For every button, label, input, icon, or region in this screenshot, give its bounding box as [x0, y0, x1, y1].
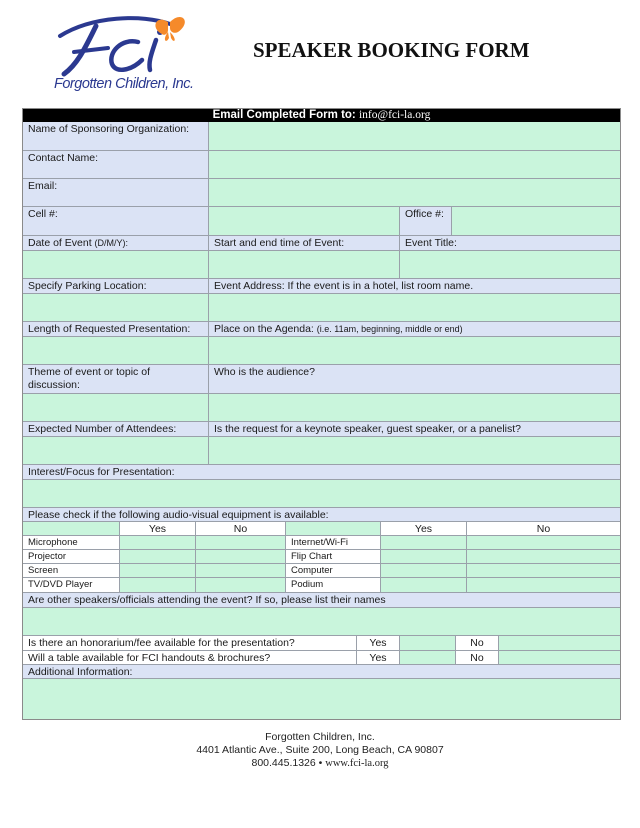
- date-input[interactable]: [23, 251, 209, 279]
- theme-input[interactable]: [23, 394, 209, 422]
- date-label: [23, 236, 209, 251]
- page-title: SPEAKER BOOKING FORM: [253, 38, 530, 62]
- attendees-input[interactable]: [23, 437, 209, 465]
- length-label: Length of Requested Presentation:: [23, 322, 209, 337]
- honorarium-label: Is there an honorarium/fee available for the presentation?: [23, 636, 357, 651]
- av-projector-no[interactable]: [196, 550, 286, 564]
- av-screen-no[interactable]: [196, 564, 286, 578]
- av-item-microphone: Microphone: [23, 536, 120, 550]
- honorarium-no-label: No: [456, 636, 499, 651]
- email-bar: [23, 109, 620, 122]
- av-computer-yes[interactable]: [381, 564, 467, 578]
- table-yes-input[interactable]: [400, 651, 456, 665]
- sponsoring-org-input[interactable]: [209, 122, 620, 151]
- butterfly-icon: [155, 17, 184, 41]
- av-projector-yes[interactable]: [120, 550, 196, 564]
- parking-input[interactable]: [23, 294, 209, 322]
- length-input[interactable]: [23, 337, 209, 365]
- footer-contact: [0, 757, 640, 769]
- table-no-input[interactable]: [499, 651, 620, 665]
- av-flip-chart-no[interactable]: [467, 550, 620, 564]
- cell-input[interactable]: [209, 207, 400, 236]
- av-item-podium: Podium: [286, 578, 381, 593]
- av-item-computer: Computer: [286, 564, 381, 578]
- honorarium-yes-label: Yes: [357, 636, 400, 651]
- audience-input[interactable]: [209, 394, 620, 422]
- av-podium-yes[interactable]: [381, 578, 467, 593]
- other-speakers-label: Are other speakers/officials attending the event? If so, please list their names: [23, 593, 620, 608]
- av-podium-no[interactable]: [467, 578, 620, 593]
- time-label: Start and end time of Event:: [209, 236, 400, 251]
- av-item-projector: Projector: [23, 550, 120, 564]
- av-computer-no[interactable]: [467, 564, 620, 578]
- av-internet-no[interactable]: [467, 536, 620, 550]
- av-tv-dvd-no[interactable]: [196, 578, 286, 593]
- email-bar-label: Email Completed Form to:: [212, 109, 356, 121]
- contact-name-input[interactable]: [209, 151, 620, 179]
- time-input[interactable]: [209, 251, 400, 279]
- booking-form: [22, 108, 621, 720]
- audience-label: Who is the audience?: [209, 365, 620, 394]
- additional-info-label: Additional Information:: [23, 665, 620, 679]
- footer-address: 4401 Atlantic Ave., Suite 200, Long Beach, CA 90807: [196, 744, 444, 756]
- office-label: Office #:: [400, 207, 452, 236]
- event-address-label: Event Address: If the event is in a hotel, list room name.: [209, 279, 620, 294]
- table-yes-label: Yes: [357, 651, 400, 665]
- av-header-yes-right: Yes: [381, 522, 467, 536]
- email-bar-address[interactable]: info@fci-la.org: [358, 109, 431, 121]
- av-internet-yes[interactable]: [381, 536, 467, 550]
- av-item-internet: Internet/Wi-Fi: [286, 536, 381, 550]
- agenda-hint: (i.e. 11am, beginning, middle or end): [316, 324, 463, 334]
- event-title-label: Event Title:: [400, 236, 620, 251]
- request-type-input[interactable]: [209, 437, 620, 465]
- av-header-blank-left: [23, 522, 120, 536]
- event-title-input[interactable]: [400, 251, 620, 279]
- av-header-yes-left: Yes: [120, 522, 196, 536]
- cell-label: Cell #:: [23, 207, 209, 236]
- agenda-input[interactable]: [209, 337, 620, 365]
- av-flip-chart-yes[interactable]: [381, 550, 467, 564]
- footer-phone: 800.445.1326 •: [251, 757, 323, 769]
- av-header-no-left: No: [196, 522, 286, 536]
- av-item-screen: Screen: [23, 564, 120, 578]
- footer-org: Forgotten Children, Inc.: [265, 731, 375, 743]
- av-header-blank-right: [286, 522, 381, 536]
- additional-info-input[interactable]: [23, 679, 620, 719]
- date-label-text: Date of Event: [28, 237, 92, 249]
- agenda-label: [209, 322, 620, 337]
- interest-label: Interest/Focus for Presentation:: [23, 465, 620, 480]
- request-type-label: Is the request for a keynote speaker, guest speaker, or a panelist?: [209, 422, 620, 437]
- attendees-label: Expected Number of Attendees:: [23, 422, 209, 437]
- av-header-no-right: No: [467, 522, 620, 536]
- av-prompt: Please check if the following audio-visual equipment is available:: [23, 508, 620, 522]
- email-input[interactable]: [209, 179, 620, 207]
- event-address-input[interactable]: [209, 294, 620, 322]
- av-microphone-yes[interactable]: [120, 536, 196, 550]
- footer-website[interactable]: www.fci-la.org: [325, 758, 389, 769]
- logo-subtitle: Forgotten Children, Inc.: [54, 76, 194, 92]
- av-microphone-no[interactable]: [196, 536, 286, 550]
- other-speakers-input[interactable]: [23, 608, 620, 636]
- table-no-label: No: [456, 651, 499, 665]
- interest-input[interactable]: [23, 480, 620, 508]
- av-screen-yes[interactable]: [120, 564, 196, 578]
- av-item-flip-chart: Flip Chart: [286, 550, 381, 564]
- office-input[interactable]: [452, 207, 620, 236]
- theme-label: Theme of event or topic of discussion:: [23, 365, 209, 394]
- av-item-tv-dvd: TV/DVD Player: [23, 578, 120, 593]
- email-label: Email:: [23, 179, 209, 207]
- date-format-hint: (D/M/Y):: [94, 238, 129, 248]
- sponsoring-org-label: Name of Sponsoring Organization:: [23, 122, 209, 151]
- contact-name-label: Contact Name:: [23, 151, 209, 179]
- honorarium-no-input[interactable]: [499, 636, 620, 651]
- parking-label: Specify Parking Location:: [23, 279, 209, 294]
- table-label: Will a table available for FCI handouts & brochures?: [23, 651, 357, 665]
- agenda-label-text: Place on the Agenda:: [214, 323, 314, 335]
- honorarium-yes-input[interactable]: [400, 636, 456, 651]
- av-tv-dvd-yes[interactable]: [120, 578, 196, 593]
